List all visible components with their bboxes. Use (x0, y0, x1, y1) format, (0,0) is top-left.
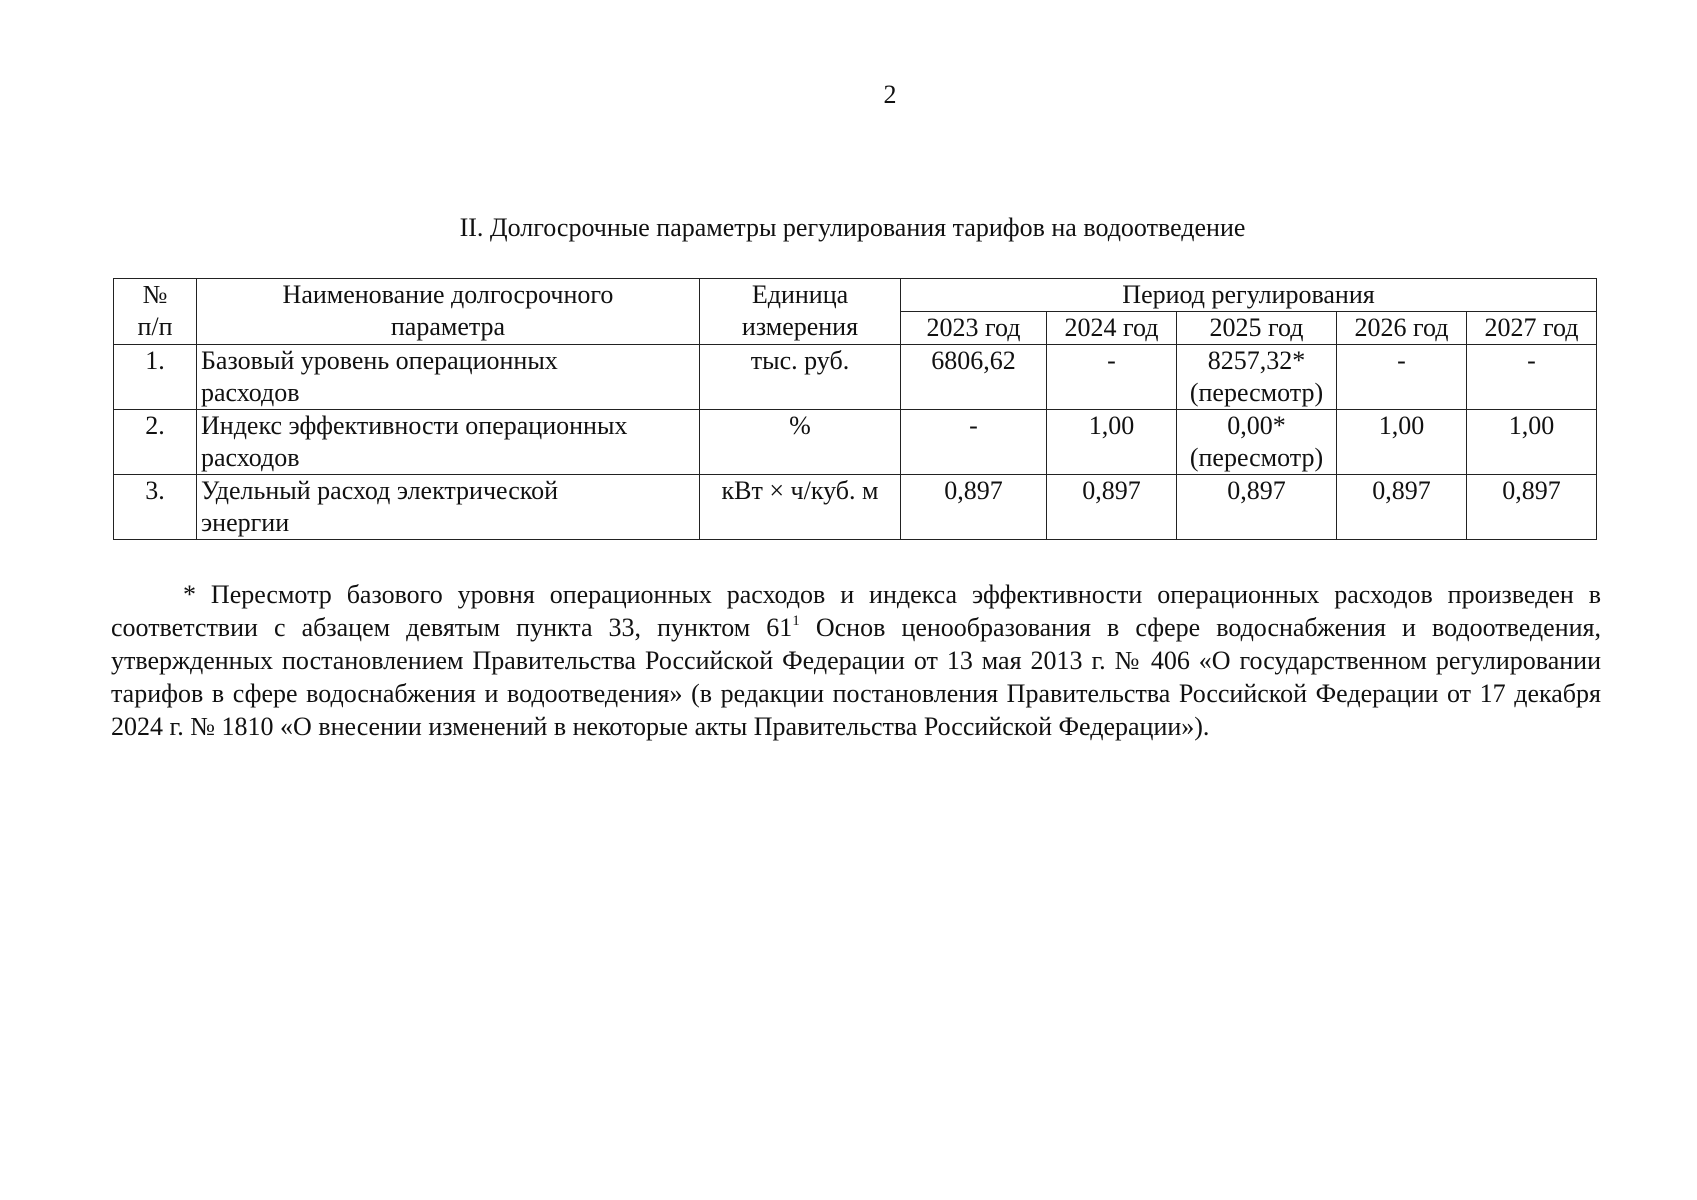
footnote-text-2: Основ ценообразования в сфере водоснабжения и водоотведения, утвержденных постановлением Правительства Российской Федерации от 13 мая 2013 г. № 406 «О государственном регулировании тарифов в сфере водоснабжения и водоотведения» (в редакции постановления Правительства Российской Федерации от 17 декабря 2024 г. № 1810 «О внесении изменений в некоторые акты Правительства Российской Федерации»). (111, 613, 1601, 741)
row-value: - (1047, 345, 1177, 410)
header-unit: Единица измерения (700, 279, 901, 345)
header-year: 2027 год (1467, 312, 1597, 345)
header-year: 2025 год (1177, 312, 1337, 345)
header-period: Период регулирования (901, 279, 1597, 312)
row-unit: % (700, 410, 901, 475)
row-unit: тыс. руб. (700, 345, 901, 410)
footnote-text-1: * Пересмотр базового уровня операционных расходов и индекса эффективности операционных расходов произведен в соответствии с абзацем девятым пункта 33, пунктом 61 (111, 580, 1601, 642)
row-value: 6806,62 (901, 345, 1047, 410)
row-num: 2. (114, 410, 197, 475)
section-title: II. Долгосрочные параметры регулирования тарифов на водоотведение (459, 213, 1246, 242)
row-name: Индекс эффективности операционных расходов (197, 410, 700, 475)
row-value: - (1337, 345, 1467, 410)
parameters-table (113, 278, 1597, 540)
header-name: Наименование долгосрочного параметра (197, 279, 700, 345)
row-value: 8257,32* (пересмотр) (1177, 345, 1337, 410)
footnote-superscript: 1 (792, 613, 800, 629)
header-year: 2026 год (1337, 312, 1467, 345)
row-num: 1. (114, 345, 197, 410)
header-year: 2024 год (1047, 312, 1177, 345)
table-row (114, 475, 1597, 540)
row-name: Удельный расход электрической энергии (197, 475, 700, 540)
row-unit: кВт × ч/куб. м (700, 475, 901, 540)
footnote (111, 578, 1601, 743)
row-value: 0,897 (1047, 475, 1177, 540)
row-value: 0,897 (1337, 475, 1467, 540)
row-value: 0,897 (1177, 475, 1337, 540)
page-number: 2 (883, 80, 897, 109)
row-num: 3. (114, 475, 197, 540)
row-value: 0,897 (901, 475, 1047, 540)
row-value: 1,00 (1047, 410, 1177, 475)
table-row (114, 410, 1597, 475)
row-value: 0,897 (1467, 475, 1597, 540)
header-year: 2023 год (901, 312, 1047, 345)
row-value: - (901, 410, 1047, 475)
header-num: № п/п (114, 279, 197, 345)
table-row (114, 345, 1597, 410)
row-name: Базовый уровень операционных расходов (197, 345, 700, 410)
row-value: - (1467, 345, 1597, 410)
row-value: 0,00* (пересмотр) (1177, 410, 1337, 475)
row-value: 1,00 (1467, 410, 1597, 475)
table-header-row-1 (114, 279, 1597, 312)
row-value: 1,00 (1337, 410, 1467, 475)
